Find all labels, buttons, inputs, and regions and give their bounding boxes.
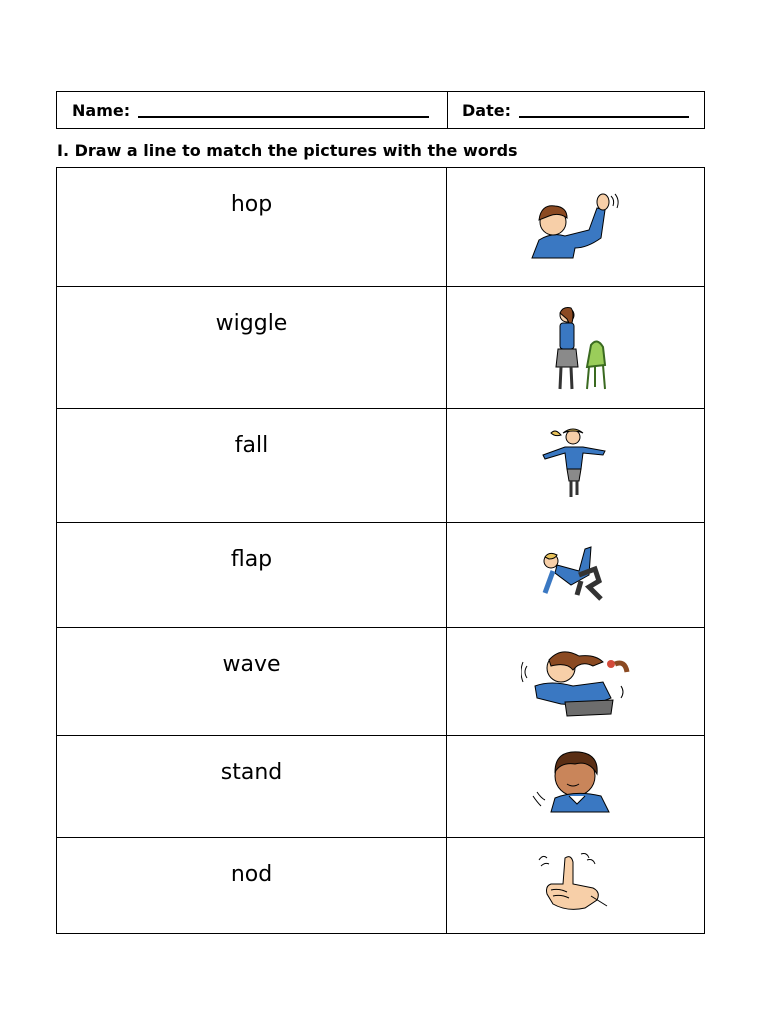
date-label: Date: <box>462 100 511 120</box>
word-fall[interactable]: fall <box>57 409 447 522</box>
picture-cell[interactable] <box>447 168 704 286</box>
matching-table <box>56 167 705 934</box>
girl-flapping-arms-icon <box>539 425 609 501</box>
name-field[interactable] <box>138 102 429 118</box>
table-row <box>57 168 704 286</box>
table-row <box>57 837 704 933</box>
table-row <box>57 286 704 408</box>
table-row <box>57 522 704 627</box>
picture-cell[interactable] <box>447 409 704 522</box>
table-row <box>57 627 704 735</box>
child-falling-icon <box>539 541 609 609</box>
hand-wiggling-finger-icon <box>537 850 609 914</box>
name-cell <box>57 92 448 128</box>
girl-wiggling-icon <box>521 642 633 720</box>
picture-cell[interactable] <box>447 628 704 735</box>
boy-nodding-icon <box>531 748 629 814</box>
date-cell <box>448 92 704 128</box>
table-row <box>57 735 704 837</box>
boy-waving-hand-icon <box>527 190 622 260</box>
picture-cell[interactable] <box>447 287 704 408</box>
table-row <box>57 408 704 522</box>
word-nod[interactable]: nod <box>57 838 447 933</box>
picture-cell[interactable] <box>447 523 704 627</box>
name-label: Name: <box>72 100 131 120</box>
word-stand[interactable]: stand <box>57 736 447 837</box>
word-hop[interactable]: hop <box>57 168 447 286</box>
instruction: I. Draw a line to match the pictures with the words <box>57 141 518 160</box>
date-field[interactable] <box>519 102 689 118</box>
word-wave[interactable]: wave <box>57 628 447 735</box>
word-flap[interactable]: flap <box>57 523 447 627</box>
name-date-header <box>56 91 705 129</box>
picture-cell[interactable] <box>447 838 704 933</box>
picture-cell[interactable] <box>447 736 704 837</box>
word-wiggle[interactable]: wiggle <box>57 287 447 408</box>
girl-standing-by-chair-icon <box>547 305 617 393</box>
